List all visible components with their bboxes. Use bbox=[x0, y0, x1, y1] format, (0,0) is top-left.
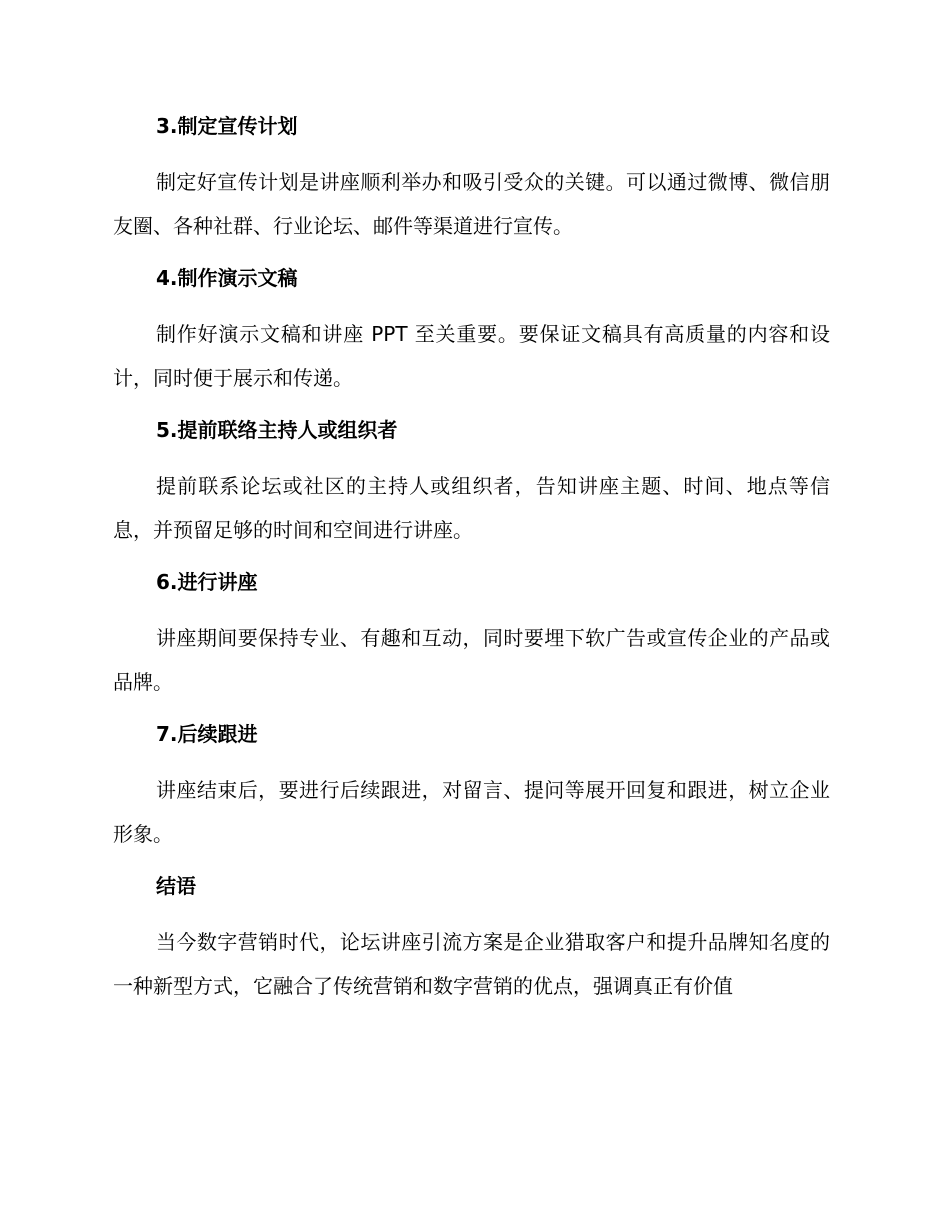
section-heading: 结语 bbox=[156, 874, 196, 898]
section-5 bbox=[113, 414, 830, 566]
section-paragraph: 制作好演示文稿和讲座 PPT 至关重要。要保证文稿具有高质量的内容和设计，同时便于展示和传递。 bbox=[113, 322, 830, 390]
section-6 bbox=[113, 566, 830, 718]
section-4 bbox=[113, 262, 830, 414]
section-paragraph: 提前联系论坛或社区的主持人或组织者，告知讲座主题、时间、地点等信息，并预留足够的时间和空间进行讲座。 bbox=[113, 474, 830, 542]
section-heading: 3.制定宣传计划 bbox=[156, 114, 298, 138]
section-3 bbox=[113, 110, 830, 262]
section-heading: 7.后续跟进 bbox=[156, 722, 258, 746]
section-paragraph: 讲座期间要保持专业、有趣和互动，同时要埋下软广告或宣传企业的产品或品牌。 bbox=[113, 626, 830, 694]
section-paragraph: 当今数字营销时代，论坛讲座引流方案是企业猎取客户和提升品牌知名度的一种新型方式，它融合了传统营销和数字营销的优点，强调真正有价值 bbox=[113, 930, 830, 998]
section-conclusion bbox=[113, 870, 830, 1008]
section-paragraph: 讲座结束后，要进行后续跟进，对留言、提问等展开回复和跟进，树立企业形象。 bbox=[113, 778, 830, 846]
section-heading: 4.制作演示文稿 bbox=[156, 266, 298, 290]
section-7 bbox=[113, 718, 830, 870]
section-heading: 5.提前联络主持人或组织者 bbox=[156, 418, 398, 442]
section-heading: 6.进行讲座 bbox=[156, 570, 258, 594]
section-paragraph: 制定好宣传计划是讲座顺利举办和吸引受众的关键。可以通过微博、微信朋友圈、各种社群、行业论坛、邮件等渠道进行宣传。 bbox=[113, 170, 830, 238]
